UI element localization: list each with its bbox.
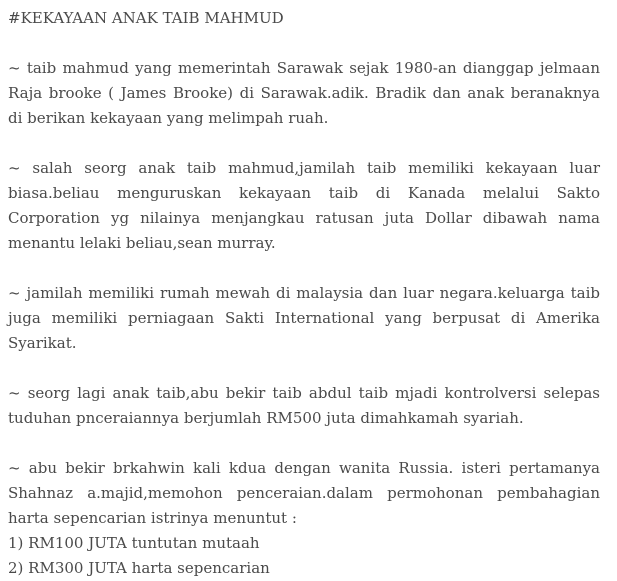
paragraph-3: ~ jamilah memiliki rumah mewah di malaysia dan luar negara.keluarga taib juga memiliki perniagaan Sakti International yang berpusat di Amerika Syarikat. <box>8 284 600 352</box>
list-item: 1) RM100 JUTA tuntutan mutaah <box>8 534 260 552</box>
paragraph-2: ~ salah seorg anak taib mahmud,jamilah taib memiliki kekayaan luar biasa.beliau menguruskan kekayaan taib di Kanada melalui Sakto Corporation yg nilainya menjangkau ratusan juta Dollar dibawah nama menantu lelaki beliau,sean murray. <box>8 159 600 252</box>
paragraph-spacer <box>8 256 600 281</box>
paragraph-4: ~ seorg lagi anak taib,abu bekir taib abdul taib mjadi kontrolversi selepas tuduhan pnceraiannya berjumlah RM500 juta dimahkamah syariah. <box>8 384 600 427</box>
post-body <box>8 6 600 581</box>
paragraph-5: ~ abu bekir brkahwin kali kdua dengan wanita Russia. isteri pertamanya Shahnaz a.majid,memohon penceraian.dalam permohonan pembahagian harta sepencarian istrinya menuntut : <box>8 459 600 527</box>
paragraph-spacer <box>8 431 600 456</box>
paragraph-spacer <box>8 31 600 56</box>
paragraph-spacer <box>8 131 600 156</box>
paragraph-spacer <box>8 356 600 381</box>
post-title: #KEKAYAAN ANAK TAIB MAHMUD <box>8 9 284 27</box>
paragraph-1: ~ taib mahmud yang memerintah Sarawak sejak 1980-an dianggap jelmaan Raja brooke ( James Brooke) di Sarawak.adik. Bradik dan anak beranaknya di berikan kekayaan yang melimpah ruah. <box>8 59 600 127</box>
list-item: 2) RM300 JUTA harta sepencarian <box>8 559 270 577</box>
